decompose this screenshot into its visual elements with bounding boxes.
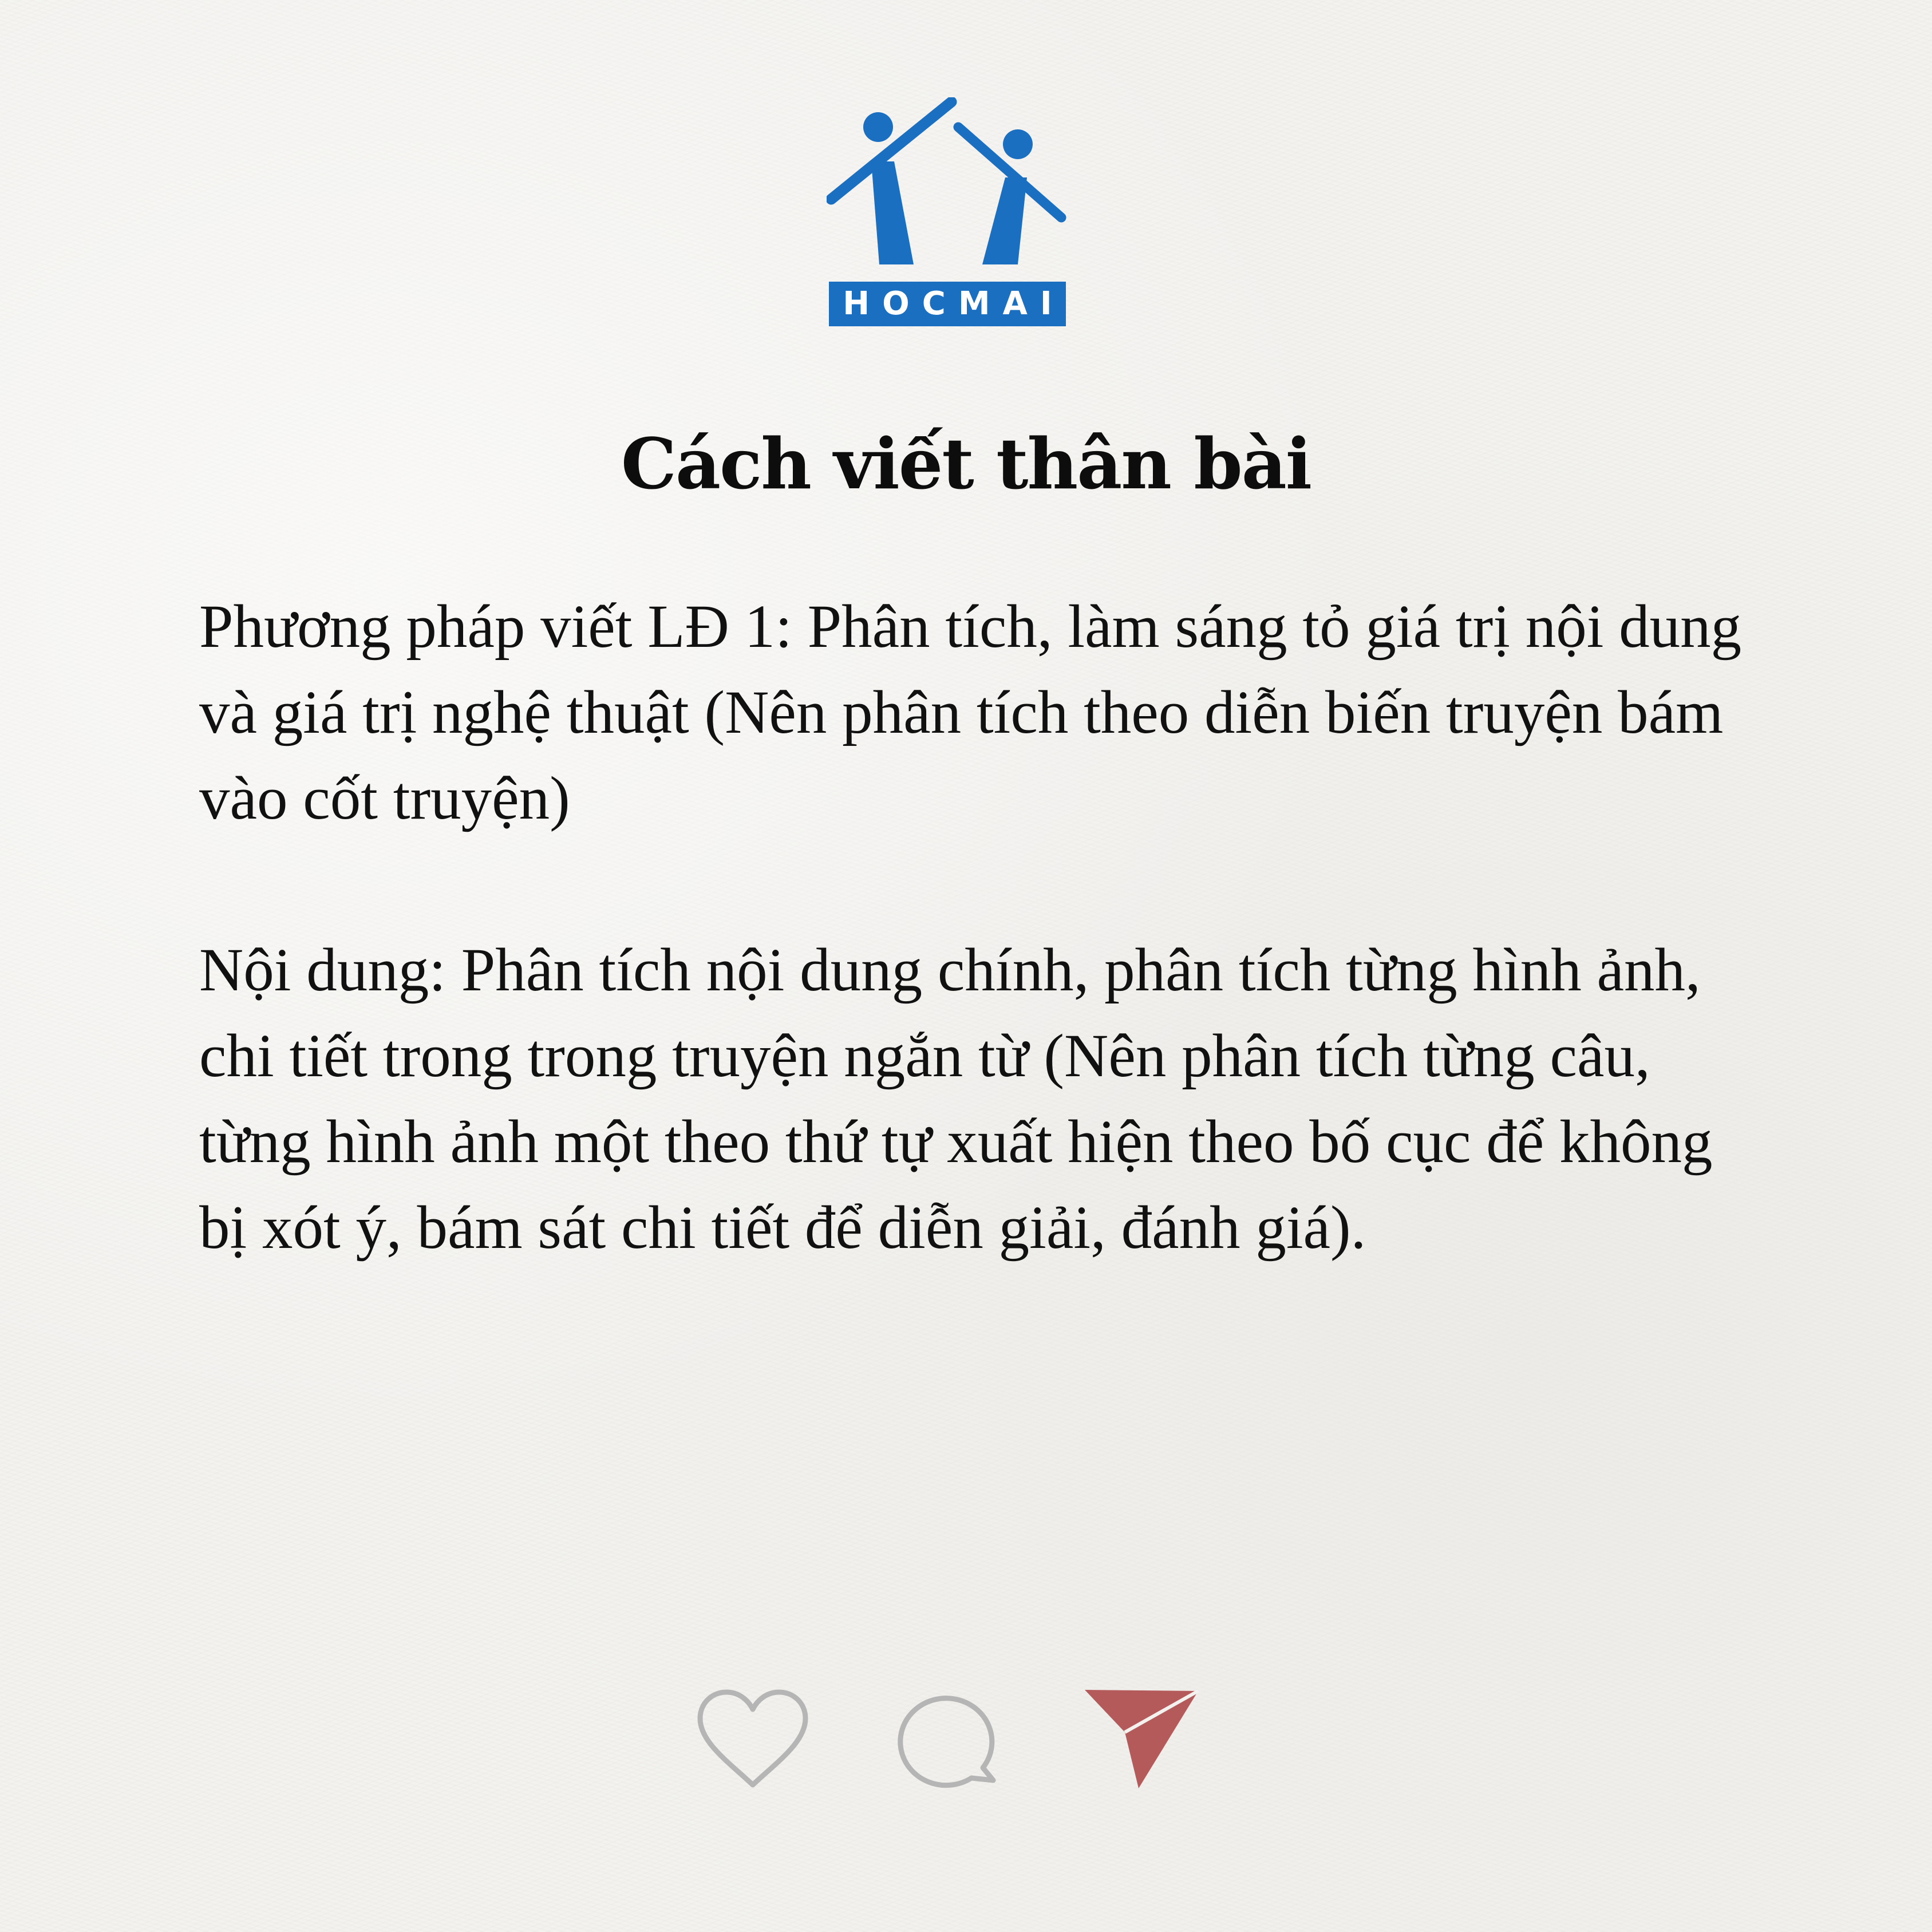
brand-name: HOCMAI (829, 282, 1066, 326)
comment-icon (884, 1683, 1010, 1797)
heart-icon (690, 1683, 816, 1797)
like-button[interactable] (690, 1683, 816, 1797)
comment-button[interactable] (884, 1683, 1010, 1797)
paragraph-method: Phương pháp viết LĐ 1: Phân tích, làm sáng tỏ giá trị nội dung và giá trị nghệ thuật (Nên phân tích theo diễn biến truyện bám vào cốt truyện) (199, 593, 1742, 832)
hocmai-figures-icon (827, 97, 1067, 269)
post-title: Cách viết thân bài (621, 422, 1311, 505)
paragraph-content: Nội dung: Phân tích nội dung chính, phân tích từng hình ảnh, chi tiết trong trong truyện ngắn từ (Nên phân tích từng câu, từng hình ảnh một theo thứ tự xuất hiện theo bố cục để không bị xót ý, bám sát chi tiết để diễn giải, đánh giá). (199, 937, 1713, 1262)
hocmai-logo (827, 97, 1067, 332)
share-button[interactable] (1079, 1683, 1205, 1797)
send-icon (1079, 1683, 1205, 1797)
post-body (199, 584, 1756, 1271)
action-bar (0, 1683, 1932, 1797)
